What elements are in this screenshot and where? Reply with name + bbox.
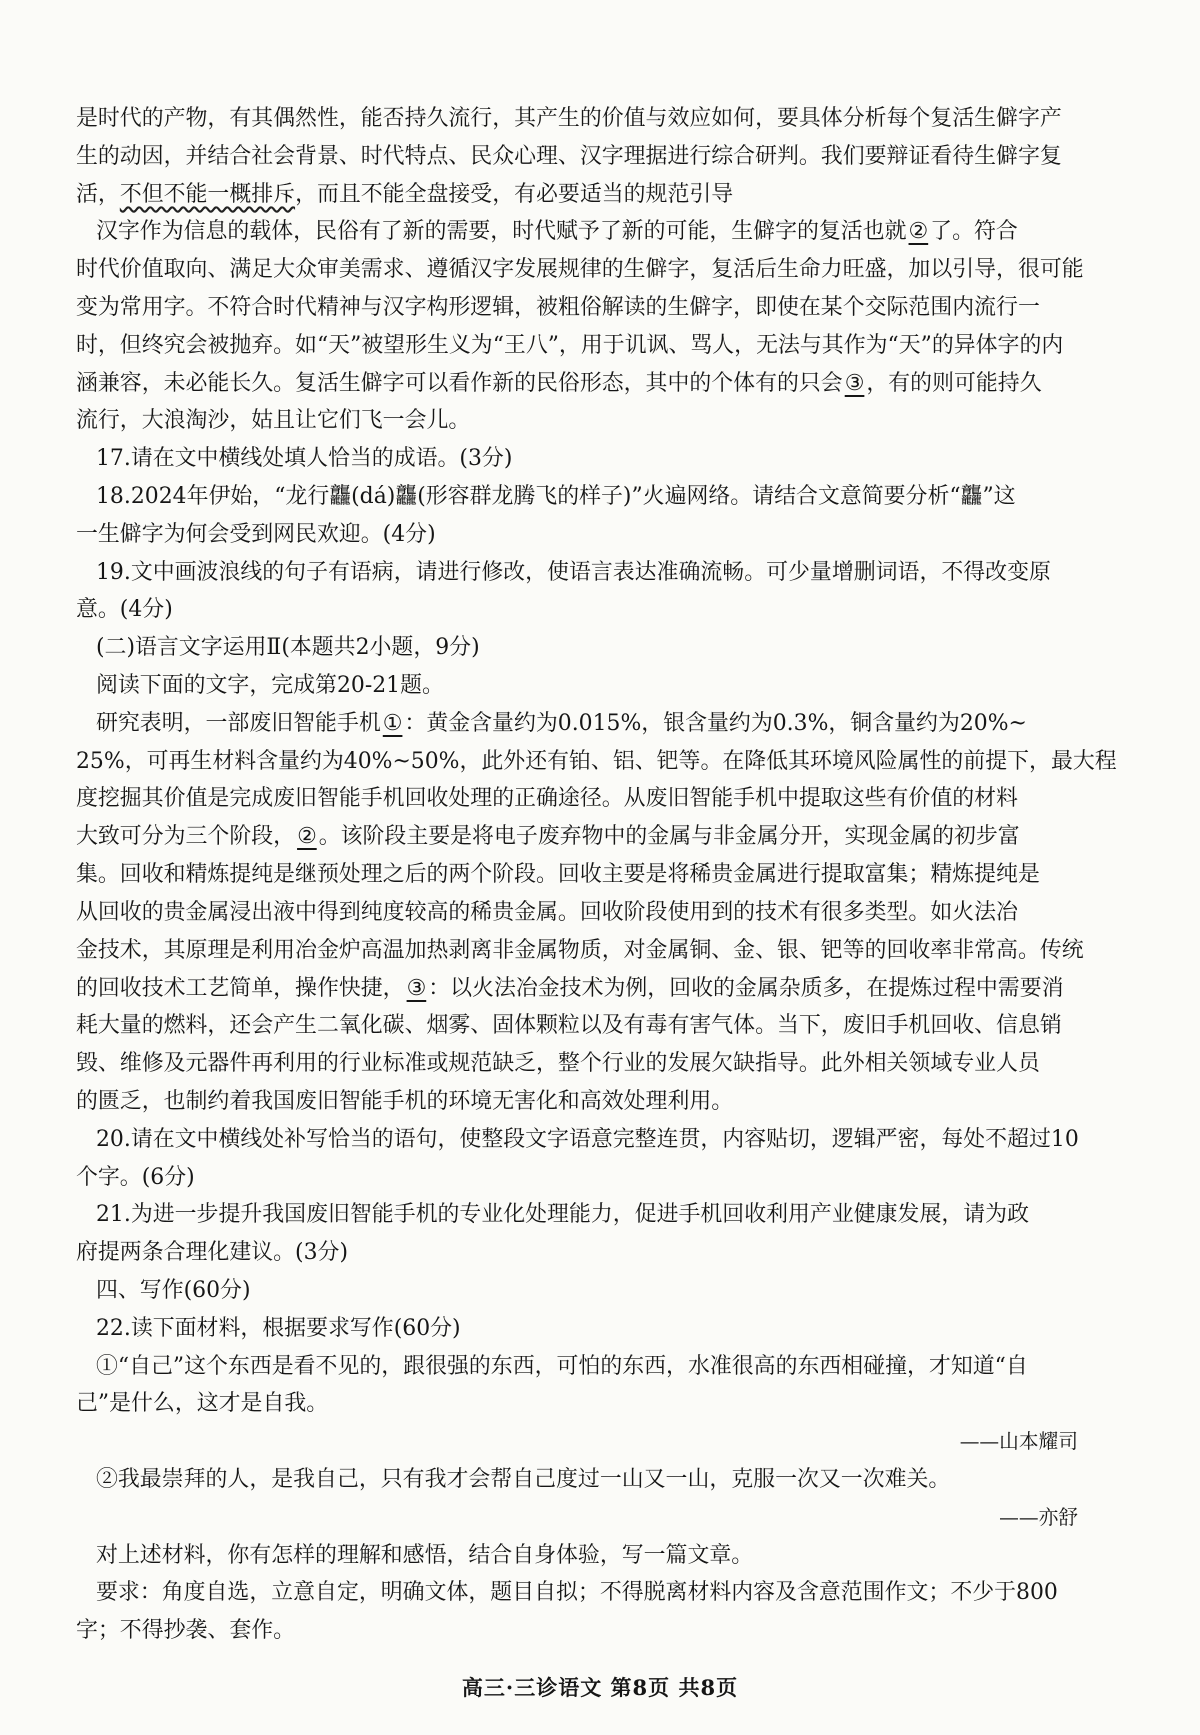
passage-line: 变为常用字。不符合时代精神与汉字构形逻辑，被粗俗解读的生僻字，即使在某个交际范围内流行一 (76, 295, 1040, 320)
passage-line: 时代价值取向、满足大众审美需求、遵循汉字发展规律的生僻字，复活后生命力旺盛，加以引导，很可能 (76, 257, 1084, 282)
section-heading: 四、写作(60分) (96, 1278, 251, 1303)
page-footer: 高三·三诊语文 第8页 共8页 (461, 1675, 739, 1700)
question-21-cont: 府提两条合理化建议。(3分) (76, 1240, 348, 1265)
material-1-cont: 己”是什么，这才是自我。 (76, 1391, 329, 1416)
fill-blank-2: ② (908, 219, 929, 244)
passage-line (76, 176, 1076, 214)
fill-blank-3: ③ (844, 371, 865, 396)
writing-prompt: 对上述材料，你有怎样的理解和感悟，结合自身体验，写一篇文章。 (96, 1543, 754, 1568)
passage-line: 生的动因，并结合社会背景、时代特点、民众心理、汉字理据进行综合研判。我们要辩证看待生僻字复 (76, 144, 1062, 169)
question-20: 20.请在文中横线处补写恰当的语句，使整段文字语意完整连贯，内容贴切，逻辑严密，每处不超过10 (96, 1127, 1079, 1152)
text-segment: 活， (76, 182, 120, 207)
reading-line: 从回收的贵金属浸出液中得到纯度较高的稀贵金属。回收阶段使用到的技术有很多类型。如火法冶 (76, 900, 1018, 925)
text-segment: 汉字作为信息的载体，民俗有了新的需要，时代赋予了新的可能，生僻字的复活也就 (96, 219, 907, 244)
passage-line: 流行，大浪淘沙，姑且让它们飞一会儿。 (76, 408, 471, 433)
fill-blank-2: ② (297, 824, 317, 849)
text-segment: 研究表明，一部废旧智能手机 (96, 711, 381, 736)
text-segment: 的回收技术工艺简单，操作快捷， (76, 976, 405, 1001)
question-19-cont: 意。(4分) (76, 597, 173, 622)
passage-line: 时，但终究会被抛弃。如“天”被望形生义为“王八”，用于讥讽、骂人，无法与其作为“天”的异体字的内 (76, 333, 1064, 358)
text-segment: 。该阶段主要是将电子废弃物中的金属与非金属分开，实现金属的初步富 (318, 824, 1020, 849)
question-18-cont: 一生僻字为何会受到网民欢迎。(4分) (76, 522, 436, 547)
reading-line: 的匮乏，也制约着我国废旧智能手机的环境无害化和高效处理利用。 (76, 1089, 734, 1114)
material-2: ②我最崇拜的人，是我自己，只有我才会帮自己度过一山又一山，克服一次又一次难关。 (96, 1467, 951, 1492)
reading-line (76, 818, 1076, 856)
question-19: 19.文中画波浪线的句子有语病，请进行修改，使语言表达准确流畅。可少量增删词语，不得改变原 (96, 560, 1051, 585)
wavy-underlined-sentence: 不但不能一概排斥 (119, 182, 296, 207)
section-heading: (二)语言文字运用Ⅱ(本题共2小题，9分) (96, 635, 480, 660)
text-segment: 大致可分为三个阶段， (76, 824, 296, 849)
fill-blank-3: ③ (406, 976, 427, 1001)
reading-line: 25%，可再生材料含量约为40%~50%，此外还有铂、铝、钯等。在降低其环境风险属性的前提下，最大程 (76, 749, 1117, 774)
material-1: ①“自己”这个东西是看不见的，跟很强的东西，可怕的东西，水准很高的东西相碰撞，才知道“自 (96, 1354, 1028, 1379)
writing-requirements: 要求：角度自选，立意自定，明确文体，题目自拟；不得脱离材料内容及含意范围作文；不少于800 (96, 1580, 1058, 1605)
reading-line: 度挖掘其价值是完成废旧智能手机回收处理的正确途径。从废旧智能手机中提取这些有价值的材料 (76, 786, 1018, 811)
material-1-author: ——山本耀司 (959, 1430, 1078, 1453)
writing-requirements-cont: 字；不得抄袭、套作。 (76, 1618, 296, 1643)
text-segment: 了。符合 (930, 219, 1018, 244)
material-2-author: ——亦舒 (999, 1506, 1078, 1529)
text-segment: ，而且不能全盘接受，有必要适当的规范引导 (295, 182, 734, 207)
reading-line: 耗大量的燃料，还会产生二氧化碳、烟雾、固体颗粒以及有毒有害气体。当下，废旧手机回收、信息销 (76, 1013, 1062, 1038)
question-21: 21.为进一步提升我国废旧智能手机的专业化处理能力，促进手机回收利用产业健康发展，请为政 (96, 1202, 1029, 1227)
text-segment: ：黄金含量约为0.015%，银含量约为0.3%，铜含量约为20%~ (404, 711, 1027, 736)
passage-line: 是时代的产物，有其偶然性，能否持久流行，其产生的价值与效应如何，要具体分析每个复活生僻字产 (76, 106, 1062, 131)
question-22: 22.读下面材料，根据要求写作(60分) (96, 1316, 461, 1341)
passage-line (96, 213, 1076, 251)
question-17: 17.请在文中横线处填人恰当的成语。(3分) (96, 446, 513, 471)
text-segment: ：以火法冶金技术为例，回收的金属杂质多，在提炼过程中需要消 (428, 976, 1064, 1001)
text-segment: ，有的则可能持久 (866, 371, 1042, 396)
section-intro: 阅读下面的文字，完成第20-21题。 (96, 673, 444, 698)
reading-line: 集。回收和精炼提纯是继预处理之后的两个阶段。回收主要是将稀贵金属进行提取富集；精炼提纯是 (76, 862, 1040, 887)
question-18: 18.2024年伊始，“龙行龘(dá)龘(形容群龙腾飞的样子)”火遍网络。请结合文意简要分析“龘”这 (96, 484, 1016, 509)
passage-line (76, 365, 1076, 403)
question-20-cont: 个字。(6分) (76, 1165, 195, 1190)
fill-blank-1: ① (382, 711, 403, 736)
reading-line: 毁、维修及元器件再利用的行业标准或规范缺乏，整个行业的发展欠缺指导。此外相关领域专业人员 (76, 1051, 1040, 1076)
reading-line: 金技术，其原理是利用冶金炉高温加热剥离非金属物质，对金属铜、金、银、钯等的回收率非常高。传统 (76, 938, 1084, 963)
reading-line (76, 970, 1076, 1008)
text-segment: 涵兼容，未必能长久。复活生僻字可以看作新的民俗形态，其中的个体有的只会 (76, 371, 843, 396)
reading-line (96, 705, 1076, 743)
